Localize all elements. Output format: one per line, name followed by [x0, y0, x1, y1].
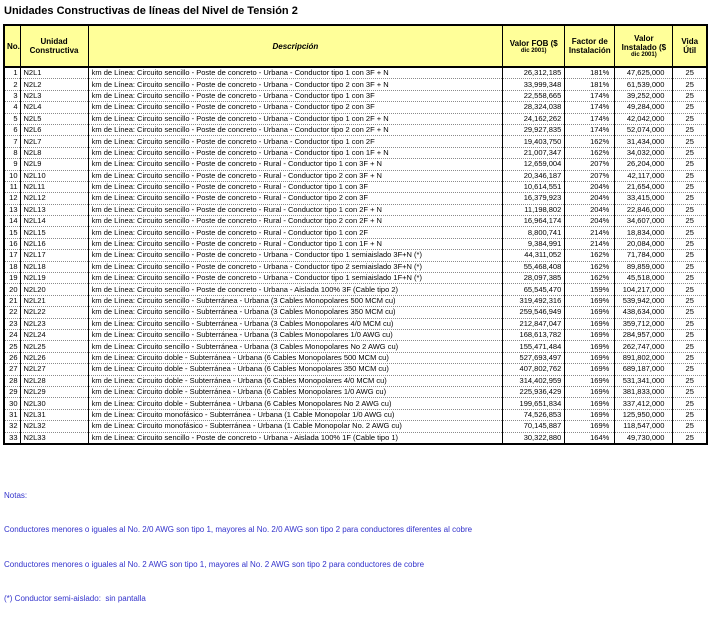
cell-unidad: N2L3 — [20, 90, 88, 101]
table-row — [4, 193, 707, 204]
cell-no: 6 — [4, 124, 20, 135]
table-body — [4, 67, 707, 444]
cell-unidad: N2L4 — [20, 102, 88, 113]
cell-no: 20 — [4, 284, 20, 295]
cell-unidad: N2L14 — [20, 216, 88, 227]
cell-valor_instalado: 438,634,000 — [615, 307, 673, 318]
table-row — [4, 90, 707, 101]
cell-factor: 169% — [565, 364, 615, 375]
cell-valor_fob: 65,545,470 — [503, 284, 565, 295]
cell-vida: 25 — [673, 159, 707, 170]
cell-valor_fob: 21,007,347 — [503, 147, 565, 158]
cell-valor_fob: 407,802,762 — [503, 364, 565, 375]
cell-valor_instalado: 71,784,000 — [615, 250, 673, 261]
cell-factor: 164% — [565, 432, 615, 444]
cell-vida: 25 — [673, 102, 707, 113]
cell-vida: 25 — [673, 193, 707, 204]
table-row — [4, 181, 707, 192]
valor-instalado-label1: Valor — [634, 34, 654, 43]
cell-descripcion: km de Línea: Circuito sencillo - Poste de concreto - Rural - Conductor tipo 2 con 3F + N — [88, 170, 503, 181]
cell-unidad: N2L33 — [20, 432, 88, 444]
note-line: (*) Conductor semi-aislado: sin pantalla — [4, 594, 146, 604]
cell-descripcion: km de Línea: Circuito sencillo - Poste de concreto - Rural - Conductor tipo 1 con 2F — [88, 227, 503, 238]
cell-valor_instalado: 31,434,000 — [615, 136, 673, 147]
cell-valor_instalado: 89,859,000 — [615, 261, 673, 272]
cell-valor_fob: 212,847,047 — [503, 318, 565, 329]
table-row — [4, 124, 707, 135]
cell-factor: 169% — [565, 295, 615, 306]
cell-vida: 25 — [673, 238, 707, 249]
cell-vida: 25 — [673, 295, 707, 306]
cell-valor_fob: 70,145,887 — [503, 421, 565, 432]
cell-unidad: N2L26 — [20, 352, 88, 363]
table-row — [4, 375, 707, 386]
table-row — [4, 273, 707, 284]
table-row — [4, 67, 707, 79]
cell-factor: 169% — [565, 386, 615, 397]
table-row — [4, 102, 707, 113]
cell-no: 32 — [4, 421, 20, 432]
table-row — [4, 295, 707, 306]
cell-descripcion: km de Línea: Circuito sencillo - Poste de concreto - Rural - Conductor tipo 2 con 2F + N — [88, 216, 503, 227]
cell-vida: 25 — [673, 227, 707, 238]
table-row — [4, 421, 707, 432]
cell-factor: 169% — [565, 318, 615, 329]
cell-vida: 25 — [673, 67, 707, 79]
cell-descripcion: km de Línea: Circuito sencillo - Subterránea - Urbana (3 Cables Monopolares 4/0 MCM cu) — [88, 318, 503, 329]
cell-descripcion: km de Línea: Circuito doble - Subterránea - Urbana (6 Cables Monopolares 500 MCM cu) — [88, 352, 503, 363]
cell-valor_instalado: 539,942,000 — [615, 295, 673, 306]
cell-factor: 169% — [565, 398, 615, 409]
valor-instalado-label2: Instalado ($ — [621, 43, 667, 52]
cell-vida: 25 — [673, 398, 707, 409]
cell-descripcion: km de Línea: Circuito sencillo - Poste de concreto - Urbana - Conductor tipo 1 con 1F + N — [88, 147, 503, 158]
cell-vida: 25 — [673, 432, 707, 444]
cell-vida: 25 — [673, 136, 707, 147]
cell-vida: 25 — [673, 204, 707, 215]
notes-heading: Notas: — [4, 490, 28, 500]
cell-unidad: N2L7 — [20, 136, 88, 147]
cell-unidad: N2L8 — [20, 147, 88, 158]
cell-factor: 214% — [565, 238, 615, 249]
cell-valor_fob: 24,162,262 — [503, 113, 565, 124]
cell-no: 30 — [4, 398, 20, 409]
note-line: Conductores menores o iguales al No. 2 AWG son tipo 1, mayores al No. 2 AWG son tipo 2 para conductores de cobre — [4, 559, 425, 569]
cell-vida: 25 — [673, 250, 707, 261]
cell-factor: 174% — [565, 124, 615, 135]
table-row — [4, 147, 707, 158]
cell-vida: 25 — [673, 181, 707, 192]
cell-vida: 25 — [673, 421, 707, 432]
column-header-unidad-constructiva: Unidad Constructiva — [20, 25, 88, 67]
cell-valor_fob: 314,402,959 — [503, 375, 565, 386]
cell-valor_instalado: 284,957,000 — [615, 329, 673, 340]
cell-valor_fob: 16,964,174 — [503, 216, 565, 227]
cell-no: 25 — [4, 341, 20, 352]
cell-vida: 25 — [673, 147, 707, 158]
cell-unidad: N2L13 — [20, 204, 88, 215]
cell-vida: 25 — [673, 364, 707, 375]
cell-valor_fob: 12,659,004 — [503, 159, 565, 170]
column-header-valor-fob — [503, 25, 565, 67]
table-row — [4, 250, 707, 261]
cell-valor_instalado: 26,204,000 — [615, 159, 673, 170]
cell-descripcion: km de Línea: Circuito monofásico - Subterránea - Urbana (1 Cable Monopolar No. 2 AWG cu) — [88, 421, 503, 432]
cell-no: 8 — [4, 147, 20, 158]
cell-factor: 207% — [565, 159, 615, 170]
cell-unidad: N2L24 — [20, 329, 88, 340]
cell-valor_fob: 26,312,185 — [503, 67, 565, 79]
cell-no: 3 — [4, 90, 20, 101]
cell-unidad: N2L28 — [20, 375, 88, 386]
column-header-valor-instalado — [615, 25, 673, 67]
cell-factor: 162% — [565, 250, 615, 261]
cell-valor_fob: 168,613,782 — [503, 329, 565, 340]
cell-valor_fob: 319,492,316 — [503, 295, 565, 306]
cell-vida: 25 — [673, 79, 707, 90]
cell-descripcion: km de Línea: Circuito sencillo - Poste de concreto - Urbana - Aislada 100% 1F (Cable tipo 1) — [88, 432, 503, 444]
cell-unidad: N2L10 — [20, 170, 88, 181]
cell-valor_fob: 225,936,429 — [503, 386, 565, 397]
cell-vida: 25 — [673, 375, 707, 386]
cell-valor_fob: 11,198,802 — [503, 204, 565, 215]
table-row — [4, 364, 707, 375]
cell-factor: 214% — [565, 227, 615, 238]
cell-valor_instalado: 359,712,000 — [615, 318, 673, 329]
cell-valor_instalado: 42,117,000 — [615, 170, 673, 181]
cell-no: 29 — [4, 386, 20, 397]
cell-descripcion: km de Línea: Circuito sencillo - Poste de concreto - Urbana - Conductor tipo 1 semiaislado 3F+N (*) — [88, 250, 503, 261]
table-row — [4, 409, 707, 420]
cell-valor_fob: 9,384,991 — [503, 238, 565, 249]
cell-vida: 25 — [673, 113, 707, 124]
cell-descripcion: km de Línea: Circuito doble - Subterránea - Urbana (6 Cables Monopolares 4/0 MCM cu) — [88, 375, 503, 386]
cell-valor_instalado: 531,341,000 — [615, 375, 673, 386]
cell-factor: 174% — [565, 102, 615, 113]
cell-descripcion: km de Línea: Circuito sencillo - Poste de concreto - Rural - Conductor tipo 1 con 3F — [88, 181, 503, 192]
cell-factor: 169% — [565, 329, 615, 340]
units-table — [3, 24, 708, 445]
cell-unidad: N2L23 — [20, 318, 88, 329]
table-row — [4, 307, 707, 318]
table-row — [4, 227, 707, 238]
cell-unidad: N2L9 — [20, 159, 88, 170]
table-row — [4, 238, 707, 249]
cell-unidad: N2L32 — [20, 421, 88, 432]
table-row — [4, 352, 707, 363]
cell-valor_fob: 28,097,385 — [503, 273, 565, 284]
column-header-factor-instalacion: Factor de Instalación — [565, 25, 615, 67]
cell-unidad: N2L29 — [20, 386, 88, 397]
cell-valor_instalado: 34,032,000 — [615, 147, 673, 158]
cell-valor_instalado: 21,654,000 — [615, 181, 673, 192]
cell-no: 9 — [4, 159, 20, 170]
cell-descripcion: km de Línea: Circuito sencillo - Poste de concreto - Urbana - Conductor tipo 1 con 2F — [88, 136, 503, 147]
cell-valor_instalado: 45,518,000 — [615, 273, 673, 284]
cell-valor_instalado: 33,415,000 — [615, 193, 673, 204]
cell-no: 16 — [4, 238, 20, 249]
cell-no: 7 — [4, 136, 20, 147]
cell-no: 10 — [4, 170, 20, 181]
cell-vida: 25 — [673, 273, 707, 284]
cell-descripcion: km de Línea: Circuito sencillo - Poste de concreto - Rural - Conductor tipo 1 con 3F + N — [88, 159, 503, 170]
cell-no: 31 — [4, 409, 20, 420]
header-row — [4, 25, 707, 67]
cell-unidad: N2L19 — [20, 273, 88, 284]
table-row — [4, 261, 707, 272]
cell-valor_instalado: 61,539,000 — [615, 79, 673, 90]
cell-valor_instalado: 337,412,000 — [615, 398, 673, 409]
table-row — [4, 329, 707, 340]
cell-unidad: N2L17 — [20, 250, 88, 261]
cell-unidad: N2L1 — [20, 67, 88, 79]
cell-descripcion: km de Línea: Circuito doble - Subterránea - Urbana (6 Cables Monopolares 1/0 AWG cu) — [88, 386, 503, 397]
cell-descripcion: km de Línea: Circuito sencillo - Subterránea - Urbana (3 Cables Monopolares 1/0 AWG cu) — [88, 329, 503, 340]
cell-no: 15 — [4, 227, 20, 238]
cell-no: 23 — [4, 318, 20, 329]
cell-unidad: N2L2 — [20, 79, 88, 90]
cell-valor_instalado: 689,187,000 — [615, 364, 673, 375]
cell-factor: 181% — [565, 79, 615, 90]
cell-valor_fob: 527,693,497 — [503, 352, 565, 363]
cell-valor_instalado: 47,625,000 — [615, 67, 673, 79]
cell-unidad: N2L6 — [20, 124, 88, 135]
cell-valor_fob: 20,346,187 — [503, 170, 565, 181]
cell-unidad: N2L11 — [20, 181, 88, 192]
cell-unidad: N2L20 — [20, 284, 88, 295]
cell-no: 27 — [4, 364, 20, 375]
cell-vida: 25 — [673, 386, 707, 397]
cell-vida: 25 — [673, 307, 707, 318]
cell-vida: 25 — [673, 341, 707, 352]
cell-vida: 25 — [673, 261, 707, 272]
column-header-vida-util: Vida Útil — [673, 25, 707, 67]
cell-factor: 207% — [565, 170, 615, 181]
cell-descripcion: km de Línea: Circuito sencillo - Poste de concreto - Urbana - Conductor tipo 2 semiaislado 3F+N (*) — [88, 261, 503, 272]
notes-section — [4, 467, 709, 628]
cell-vida: 25 — [673, 318, 707, 329]
cell-descripcion: km de Línea: Circuito sencillo - Poste de concreto - Urbana - Conductor tipo 1 semiaislado 1F+N (*) — [88, 273, 503, 284]
table-header — [4, 25, 707, 67]
cell-unidad: N2L25 — [20, 341, 88, 352]
cell-factor: 162% — [565, 147, 615, 158]
table-row — [4, 170, 707, 181]
table-row — [4, 318, 707, 329]
cell-factor: 169% — [565, 352, 615, 363]
cell-valor_instalado: 34,607,000 — [615, 216, 673, 227]
cell-valor_fob: 74,526,853 — [503, 409, 565, 420]
cell-unidad: N2L18 — [20, 261, 88, 272]
table-row — [4, 341, 707, 352]
cell-valor_fob: 33,999,348 — [503, 79, 565, 90]
cell-no: 22 — [4, 307, 20, 318]
cell-valor_fob: 259,546,949 — [503, 307, 565, 318]
cell-unidad: N2L22 — [20, 307, 88, 318]
cell-valor_fob: 10,614,551 — [503, 181, 565, 192]
cell-no: 28 — [4, 375, 20, 386]
cell-no: 13 — [4, 204, 20, 215]
cell-valor_instalado: 22,846,000 — [615, 204, 673, 215]
cell-factor: 204% — [565, 216, 615, 227]
cell-valor_fob: 199,651,834 — [503, 398, 565, 409]
cell-valor_fob: 44,311,052 — [503, 250, 565, 261]
cell-factor: 169% — [565, 409, 615, 420]
cell-factor: 162% — [565, 273, 615, 284]
cell-vida: 25 — [673, 90, 707, 101]
cell-descripcion: km de Línea: Circuito sencillo - Poste de concreto - Urbana - Conductor tipo 1 con 3F + N — [88, 67, 503, 79]
cell-descripcion: km de Línea: Circuito sencillo - Poste de concreto - Urbana - Conductor tipo 2 con 2F + N — [88, 124, 503, 135]
cell-unidad: N2L15 — [20, 227, 88, 238]
cell-factor: 174% — [565, 90, 615, 101]
cell-valor_instalado: 118,547,000 — [615, 421, 673, 432]
cell-unidad: N2L5 — [20, 113, 88, 124]
cell-vida: 25 — [673, 329, 707, 340]
cell-valor_fob: 155,471,484 — [503, 341, 565, 352]
cell-factor: 169% — [565, 307, 615, 318]
cell-no: 17 — [4, 250, 20, 261]
cell-descripcion: km de Línea: Circuito sencillo - Poste de concreto - Urbana - Conductor tipo 2 con 3F + N — [88, 79, 503, 90]
cell-no: 11 — [4, 181, 20, 192]
note-line: Conductores menores o iguales al No. 2/0 AWG son tipo 1, mayores al No. 2/0 AWG son tipo 2 para conductores diferentes al cobre — [4, 525, 473, 535]
valor-fob-sublabel: dic 2001) — [520, 47, 547, 54]
valor-instalado-sublabel: dic 2001) — [631, 52, 657, 58]
table-row — [4, 398, 707, 409]
table-row — [4, 159, 707, 170]
cell-valor_instalado: 49,284,000 — [615, 102, 673, 113]
table-row — [4, 284, 707, 295]
cell-valor_instalado: 891,802,000 — [615, 352, 673, 363]
table-row — [4, 432, 707, 444]
cell-descripcion: km de Línea: Circuito doble - Subterránea - Urbana (6 Cables Monopolares 350 MCM cu) — [88, 364, 503, 375]
cell-descripcion: km de Línea: Circuito sencillo - Subterránea - Urbana (3 Cables Monopolares 350 MCM cu) — [88, 307, 503, 318]
cell-descripcion: km de Línea: Circuito sencillo - Poste de concreto - Urbana - Aislada 100% 3F (Cable tipo 2) — [88, 284, 503, 295]
table-row — [4, 386, 707, 397]
cell-descripcion: km de Línea: Circuito sencillo - Poste de concreto - Rural - Conductor tipo 1 con 1F + N — [88, 238, 503, 249]
cell-unidad: N2L12 — [20, 193, 88, 204]
cell-valor_instalado: 18,834,000 — [615, 227, 673, 238]
cell-descripcion: km de Línea: Circuito sencillo - Poste de concreto - Rural - Conductor tipo 2 con 3F — [88, 193, 503, 204]
cell-no: 1 — [4, 67, 20, 79]
cell-vida: 25 — [673, 409, 707, 420]
cell-factor: 181% — [565, 67, 615, 79]
cell-valor_instalado: 52,074,000 — [615, 124, 673, 135]
cell-descripcion: km de Línea: Circuito sencillo - Poste de concreto - Urbana - Conductor tipo 1 con 2F + N — [88, 113, 503, 124]
table-row — [4, 113, 707, 124]
cell-descripcion: km de Línea: Circuito sencillo - Subterránea - Urbana (3 Cables Monopolares No 2 AWG cu) — [88, 341, 503, 352]
cell-descripcion: km de Línea: Circuito monofásico - Subterránea - Urbana (1 Cable Monopolar 1/0 AWG cu) — [88, 409, 503, 420]
cell-vida: 25 — [673, 124, 707, 135]
cell-descripcion: km de Línea: Circuito sencillo - Poste de concreto - Rural - Conductor tipo 1 con 2F + N — [88, 204, 503, 215]
cell-valor_fob: 30,322,880 — [503, 432, 565, 444]
cell-no: 26 — [4, 352, 20, 363]
cell-unidad: N2L16 — [20, 238, 88, 249]
cell-valor_fob: 29,927,835 — [503, 124, 565, 135]
cell-factor: 169% — [565, 341, 615, 352]
cell-no: 19 — [4, 273, 20, 284]
cell-valor_instalado: 381,833,000 — [615, 386, 673, 397]
cell-unidad: N2L21 — [20, 295, 88, 306]
cell-descripcion: km de Línea: Circuito sencillo - Subterránea - Urbana (3 Cables Monopolares 500 MCM cu) — [88, 295, 503, 306]
cell-valor_instalado: 20,084,000 — [615, 238, 673, 249]
cell-valor_instalado: 39,252,000 — [615, 90, 673, 101]
cell-no: 12 — [4, 193, 20, 204]
cell-valor_fob: 19,403,750 — [503, 136, 565, 147]
cell-vida: 25 — [673, 170, 707, 181]
cell-vida: 25 — [673, 352, 707, 363]
cell-unidad: N2L31 — [20, 409, 88, 420]
column-header-no: No. — [4, 25, 20, 67]
cell-valor_instalado: 104,217,000 — [615, 284, 673, 295]
cell-no: 4 — [4, 102, 20, 113]
cell-descripcion: km de Línea: Circuito sencillo - Poste de concreto - Urbana - Conductor tipo 2 con 3F — [88, 102, 503, 113]
cell-no: 18 — [4, 261, 20, 272]
cell-no: 24 — [4, 329, 20, 340]
column-header-descripcion: Descripción — [88, 25, 503, 67]
cell-valor_fob: 55,468,408 — [503, 261, 565, 272]
cell-vida: 25 — [673, 284, 707, 295]
cell-factor: 204% — [565, 193, 615, 204]
cell-factor: 204% — [565, 204, 615, 215]
valor-fob-label: Valor FOB ($ — [509, 38, 558, 48]
cell-factor: 169% — [565, 421, 615, 432]
cell-valor_instalado: 262,747,000 — [615, 341, 673, 352]
cell-valor_instalado: 42,042,000 — [615, 113, 673, 124]
cell-valor_fob: 28,324,038 — [503, 102, 565, 113]
cell-no: 14 — [4, 216, 20, 227]
cell-unidad: N2L30 — [20, 398, 88, 409]
cell-factor: 169% — [565, 375, 615, 386]
cell-no: 5 — [4, 113, 20, 124]
table-row — [4, 136, 707, 147]
table-row — [4, 216, 707, 227]
cell-factor: 162% — [565, 136, 615, 147]
cell-valor_instalado: 125,950,000 — [615, 409, 673, 420]
cell-no: 2 — [4, 79, 20, 90]
cell-no: 21 — [4, 295, 20, 306]
cell-valor_instalado: 49,730,000 — [615, 432, 673, 444]
cell-factor: 174% — [565, 113, 615, 124]
cell-vida: 25 — [673, 216, 707, 227]
cell-valor_fob: 22,558,665 — [503, 90, 565, 101]
table-row — [4, 79, 707, 90]
cell-descripcion: km de Línea: Circuito doble - Subterránea - Urbana (6 Cables Monopolares No 2 AWG cu) — [88, 398, 503, 409]
cell-factor: 204% — [565, 181, 615, 192]
cell-no: 33 — [4, 432, 20, 444]
table-row — [4, 204, 707, 215]
cell-valor_fob: 16,379,923 — [503, 193, 565, 204]
cell-descripcion: km de Línea: Circuito sencillo - Poste de concreto - Urbana - Conductor tipo 1 con 3F — [88, 90, 503, 101]
cell-unidad: N2L27 — [20, 364, 88, 375]
cell-factor: 159% — [565, 284, 615, 295]
cell-valor_fob: 8,800,741 — [503, 227, 565, 238]
cell-factor: 162% — [565, 261, 615, 272]
page-title: Unidades Constructivas de líneas del Nivel de Tensión 2 — [4, 5, 298, 17]
